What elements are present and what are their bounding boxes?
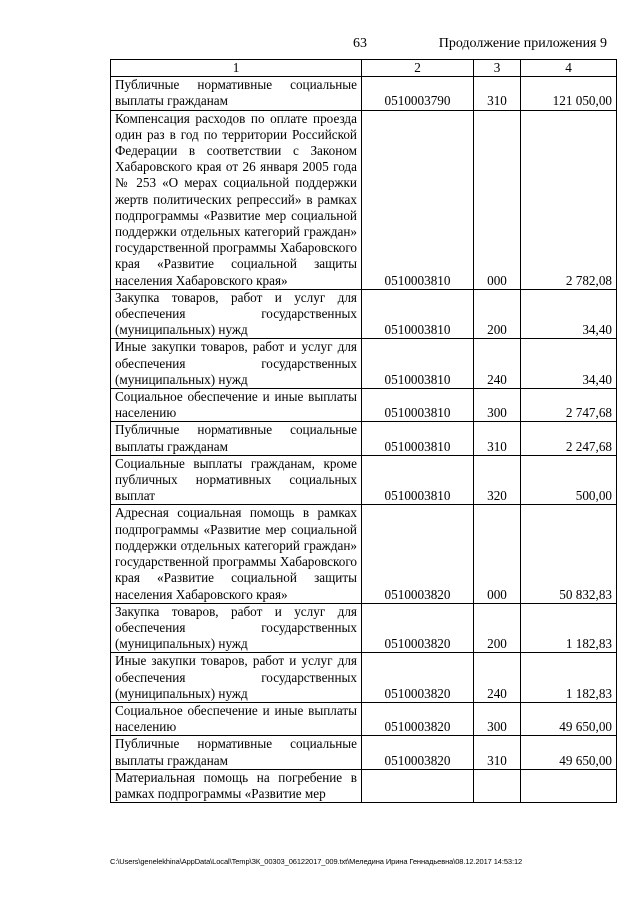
table-row: [111, 603, 617, 653]
table-row: [111, 455, 617, 505]
row-expense-type: 000: [474, 110, 521, 289]
column-header: 1: [111, 60, 362, 77]
row-target-code: 0510003810: [362, 110, 474, 289]
row-expense-type: 300: [474, 702, 521, 735]
row-description: Социальные выплаты гражданам, кроме публичных нормативных социальных выплат: [111, 455, 362, 505]
row-expense-type: [474, 769, 521, 802]
row-description: Публичные нормативные социальные выплаты гражданам: [111, 736, 362, 769]
table-row: [111, 769, 617, 802]
row-description: Иные закупки товаров, работ и услуг для обеспечения государственных (муниципальных) нужд: [111, 653, 362, 703]
row-target-code: 0510003810: [362, 455, 474, 505]
page-number: 63: [353, 36, 367, 51]
row-amount: 1 182,83: [521, 653, 617, 703]
row-expense-type: 200: [474, 289, 521, 339]
row-expense-type: 310: [474, 422, 521, 455]
document-footer-path: C:\Users\genelekhina\AppData\Local\Temp\ЗК_00303_06122017_009.txt\Меледина Ирина Геннадьевна\08.12.2017 14:53:12: [110, 857, 523, 866]
table-row: [111, 653, 617, 703]
column-header: 3: [474, 60, 521, 77]
table-row: [111, 77, 617, 110]
row-target-code: 0510003810: [362, 289, 474, 339]
row-amount: [521, 769, 617, 802]
row-target-code: 0510003820: [362, 702, 474, 735]
row-amount: 34,40: [521, 289, 617, 339]
row-amount: 50 832,83: [521, 505, 617, 603]
row-amount: 49 650,00: [521, 702, 617, 735]
row-amount: 2 747,68: [521, 389, 617, 422]
table-row: [111, 389, 617, 422]
row-amount: 121 050,00: [521, 77, 617, 110]
table-row: [111, 339, 617, 389]
row-amount: 49 650,00: [521, 736, 617, 769]
row-description: Иные закупки товаров, работ и услуг для обеспечения государственных (муниципальных) нужд: [111, 339, 362, 389]
row-target-code: 0510003820: [362, 603, 474, 653]
row-target-code: 0510003810: [362, 422, 474, 455]
row-description: Компенсация расходов по оплате проезда один раз в год по территории Российской Федерации в соответствии с Законом Хабаровского края от 26 января 2005 года № 253 «О мерах социальной поддержки жертв политических репрессий» в рамках подпрограммы «Развитие мер социальной поддержки отдельных категорий граждан» государственной программы Хабаровского края «Развитие социальной защиты населения Хабаровского края»: [111, 110, 362, 289]
row-expense-type: 320: [474, 455, 521, 505]
table-row: [111, 736, 617, 769]
row-target-code: 0510003790: [362, 77, 474, 110]
row-target-code: 0510003820: [362, 505, 474, 603]
row-amount: 2 782,08: [521, 110, 617, 289]
row-description: Социальное обеспечение и иные выплаты населению: [111, 702, 362, 735]
row-target-code: 0510003810: [362, 389, 474, 422]
appendix-continuation-label: Продолжение приложения 9: [438, 36, 607, 51]
row-expense-type: 310: [474, 77, 521, 110]
table-row: [111, 422, 617, 455]
row-description: Закупка товаров, работ и услуг для обеспечения государственных (муниципальных) нужд: [111, 603, 362, 653]
row-target-code: 0510003820: [362, 653, 474, 703]
row-target-code: [362, 769, 474, 802]
table-row: [111, 110, 617, 289]
row-target-code: 0510003820: [362, 736, 474, 769]
budget-table: [110, 59, 617, 803]
row-amount: 2 247,68: [521, 422, 617, 455]
row-amount: 34,40: [521, 339, 617, 389]
row-description: Публичные нормативные социальные выплаты гражданам: [111, 77, 362, 110]
row-expense-type: 240: [474, 653, 521, 703]
row-description: Социальное обеспечение и иные выплаты населению: [111, 389, 362, 422]
row-expense-type: 000: [474, 505, 521, 603]
table-row: [111, 702, 617, 735]
row-target-code: 0510003810: [362, 339, 474, 389]
row-description: Публичные нормативные социальные выплаты гражданам: [111, 422, 362, 455]
column-header: 4: [521, 60, 617, 77]
row-amount: 500,00: [521, 455, 617, 505]
row-expense-type: 200: [474, 603, 521, 653]
column-header: 2: [362, 60, 474, 77]
table-header-row: [111, 60, 617, 77]
row-expense-type: 300: [474, 389, 521, 422]
row-description: Адресная социальная помощь в рамках подпрограммы «Развитие мер социальной поддержки отдельных категорий граждан» государственной программы Хабаровского края «Развитие социальной защиты населения Хабаровского края»: [111, 505, 362, 603]
row-amount: 1 182,83: [521, 603, 617, 653]
row-description: Материальная помощь на погребение в рамках подпрограммы «Развитие мер: [111, 769, 362, 802]
row-expense-type: 240: [474, 339, 521, 389]
table-row: [111, 505, 617, 603]
table-row: [111, 289, 617, 339]
row-expense-type: 310: [474, 736, 521, 769]
row-description: Закупка товаров, работ и услуг для обеспечения государственных (муниципальных) нужд: [111, 289, 362, 339]
